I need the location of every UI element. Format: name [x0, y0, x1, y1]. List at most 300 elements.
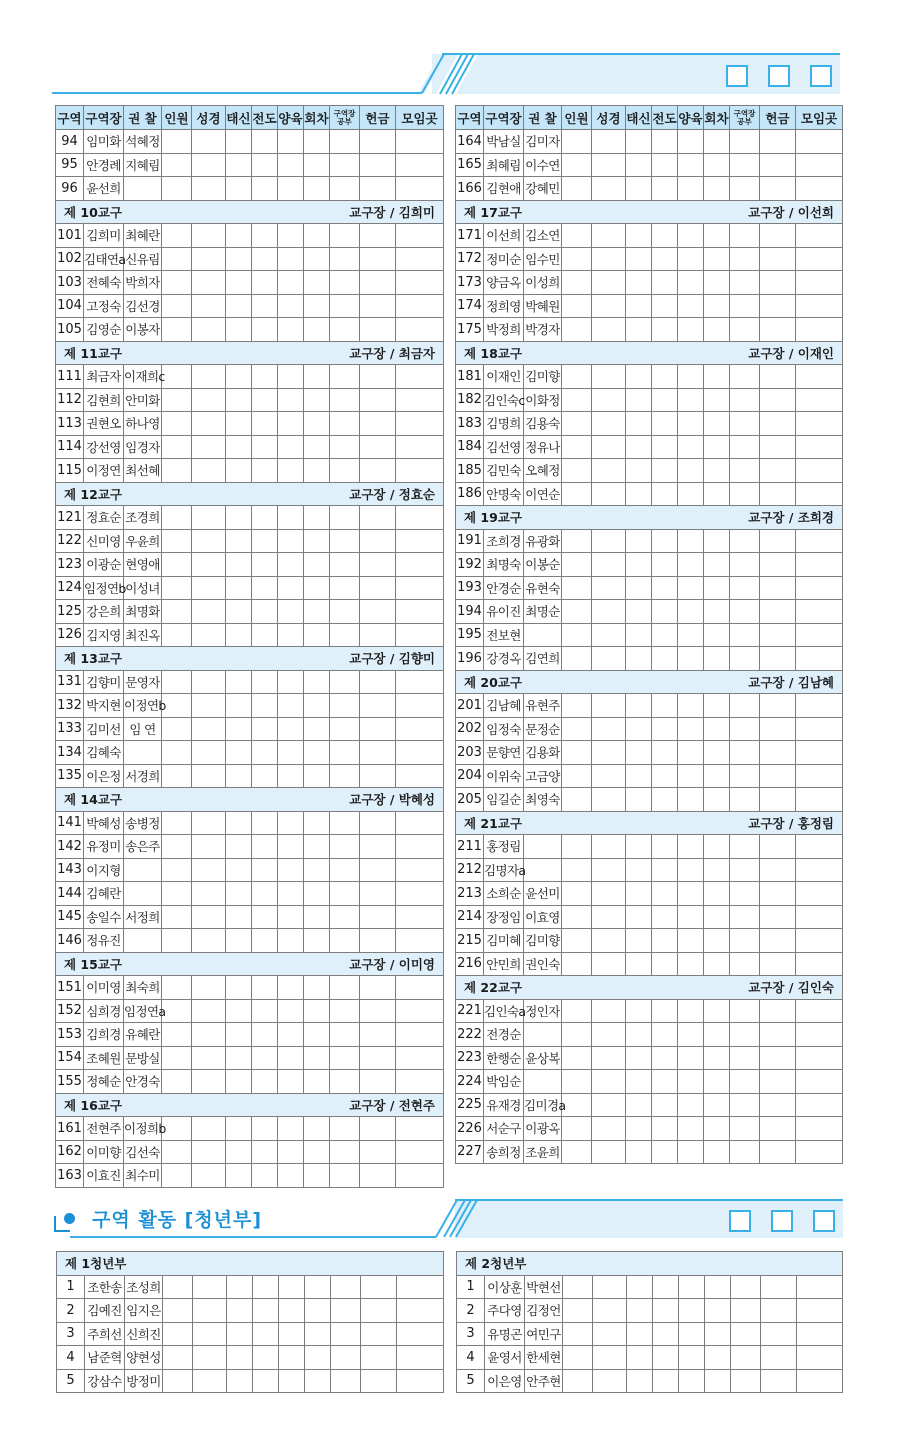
blank-cell	[730, 294, 760, 318]
blank-cell	[397, 1346, 444, 1370]
blank-cell	[192, 506, 226, 530]
blank-cell	[760, 600, 796, 624]
blank-cell	[227, 1346, 253, 1370]
blank-cell	[562, 647, 592, 671]
blank-cell	[304, 153, 330, 177]
blank-cell	[396, 1164, 444, 1188]
blank-cell	[396, 999, 444, 1023]
blank-cell	[252, 271, 278, 295]
district-number: 175	[456, 318, 484, 342]
blank-cell	[592, 1117, 626, 1141]
district-leader-name: 박남실	[484, 130, 524, 154]
blank-cell	[796, 529, 843, 553]
blank-cell	[652, 318, 678, 342]
blank-cell	[704, 412, 730, 436]
right-table-row	[456, 1093, 843, 1117]
blank-cell	[304, 858, 330, 882]
blank-cell	[252, 670, 278, 694]
blank-cell	[304, 764, 330, 788]
blank-cell	[226, 459, 252, 483]
youth-name: 주희선	[85, 1322, 125, 1346]
blank-cell	[592, 1046, 626, 1070]
visitor-name: 오혜정	[524, 459, 562, 483]
blank-cell	[626, 271, 652, 295]
blank-cell	[252, 1140, 278, 1164]
youth-number: 2	[457, 1299, 485, 1323]
blank-cell	[730, 1046, 760, 1070]
blank-cell	[730, 318, 760, 342]
right-table-row	[456, 318, 843, 342]
district-number: 102	[56, 247, 84, 271]
blank-cell	[626, 600, 652, 624]
district-number: 204	[456, 764, 484, 788]
blank-cell	[652, 412, 678, 436]
district-number: 121	[56, 506, 84, 530]
blank-cell	[226, 412, 252, 436]
district-leader-name: 유이진	[484, 600, 524, 624]
right-table-row	[456, 576, 843, 600]
blank-cell	[705, 1322, 731, 1346]
blank-cell	[253, 1346, 279, 1370]
right-header-cell: 권 찰	[524, 106, 562, 130]
blank-cell	[192, 177, 226, 201]
blank-cell	[626, 130, 652, 154]
blank-cell	[760, 623, 796, 647]
blank-cell	[730, 482, 760, 506]
district-number: 96	[56, 177, 84, 201]
district-leader-name: 최혜림	[484, 153, 524, 177]
blank-cell	[704, 553, 730, 577]
left-group-row	[56, 341, 444, 365]
right-table-row	[456, 623, 843, 647]
blank-cell	[678, 435, 704, 459]
blank-cell	[704, 600, 730, 624]
youth-number: 1	[57, 1275, 85, 1299]
visitor-name	[124, 177, 162, 201]
blank-cell	[252, 318, 278, 342]
blank-cell	[330, 388, 360, 412]
youth-name: 박현선	[525, 1275, 563, 1299]
blank-cell	[678, 999, 704, 1023]
blank-cell	[760, 905, 796, 929]
right-table-row	[456, 130, 843, 154]
blank-cell	[678, 247, 704, 271]
blank-cell	[796, 835, 843, 859]
blank-cell	[653, 1322, 679, 1346]
blank-cell	[304, 1140, 330, 1164]
right-table-row	[456, 905, 843, 929]
blank-cell	[730, 764, 760, 788]
right-table-row	[456, 1117, 843, 1141]
blank-cell	[330, 294, 360, 318]
blank-cell	[360, 177, 396, 201]
top-band-topline	[442, 53, 840, 55]
blank-cell	[162, 1140, 192, 1164]
youth-group-header	[57, 1252, 444, 1276]
blank-cell	[360, 247, 396, 271]
blank-cell	[226, 365, 252, 389]
blank-cell	[761, 1275, 797, 1299]
district-leader-name: 최명숙	[484, 553, 524, 577]
blank-cell	[562, 952, 592, 976]
right-table-row	[456, 294, 843, 318]
blank-cell	[704, 929, 730, 953]
section2-topline	[455, 1199, 843, 1201]
blank-cell	[760, 412, 796, 436]
blank-cell	[360, 1117, 396, 1141]
right-table-row	[456, 929, 843, 953]
right-table-row	[456, 600, 843, 624]
blank-cell	[730, 412, 760, 436]
blank-cell	[192, 717, 226, 741]
visitor-name: 김미향	[524, 365, 562, 389]
district-number: 126	[56, 623, 84, 647]
district-number: 112	[56, 388, 84, 412]
visitor-name	[124, 741, 162, 765]
blank-cell	[592, 600, 626, 624]
blank-cell	[678, 1070, 704, 1094]
blank-cell	[226, 764, 252, 788]
blank-cell	[592, 576, 626, 600]
blank-cell	[705, 1346, 731, 1370]
visitor-name: 신유림	[124, 247, 162, 271]
district-leader-name: 소희순	[484, 882, 524, 906]
blank-cell	[562, 929, 592, 953]
district-leader-name: 김현희	[84, 388, 124, 412]
blank-cell	[226, 600, 252, 624]
district-leader-name: 윤선희	[84, 177, 124, 201]
district-leader-name: 이미영	[84, 976, 124, 1000]
blank-cell	[330, 882, 360, 906]
blank-cell	[396, 576, 444, 600]
blank-cell	[730, 835, 760, 859]
blank-cell	[226, 153, 252, 177]
district-number: 205	[456, 788, 484, 812]
blank-cell	[192, 999, 226, 1023]
blank-cell	[678, 858, 704, 882]
youth-left-table-row	[57, 1275, 444, 1299]
blank-cell	[192, 365, 226, 389]
blank-cell	[252, 247, 278, 271]
blank-cell	[192, 1023, 226, 1047]
blank-cell	[163, 1299, 193, 1323]
blank-cell	[360, 1164, 396, 1188]
blank-cell	[252, 412, 278, 436]
blank-cell	[760, 835, 796, 859]
blank-cell	[162, 882, 192, 906]
blank-cell	[796, 1140, 843, 1164]
district-number: 141	[56, 811, 84, 835]
right-header-cell: 양육	[678, 106, 704, 130]
visitor-name	[524, 1023, 562, 1047]
left-header-cell: 구역장	[84, 106, 124, 130]
blank-cell	[252, 741, 278, 765]
blank-cell	[731, 1369, 761, 1393]
blank-cell	[592, 247, 626, 271]
blank-cell	[704, 365, 730, 389]
blank-cell	[705, 1369, 731, 1393]
youth-group-header	[457, 1252, 843, 1276]
blank-cell	[330, 553, 360, 577]
blank-cell	[192, 835, 226, 859]
blank-cell	[360, 435, 396, 459]
district-leader-name: 김미혜	[484, 929, 524, 953]
blank-cell	[592, 271, 626, 295]
left-table-row	[56, 130, 444, 154]
blank-cell	[331, 1322, 361, 1346]
blank-cell	[278, 506, 304, 530]
blank-cell	[360, 764, 396, 788]
blank-cell	[652, 1140, 678, 1164]
blank-cell	[562, 905, 592, 929]
district-leader-name: 유재경	[484, 1093, 524, 1117]
blank-cell	[360, 153, 396, 177]
blank-cell	[192, 764, 226, 788]
blank-cell	[279, 1299, 305, 1323]
blank-cell	[704, 318, 730, 342]
youth-right-body	[457, 1252, 843, 1393]
district-leader-name: 이재인	[484, 365, 524, 389]
blank-cell	[396, 600, 444, 624]
visitor-name: 현영애	[124, 553, 162, 577]
blank-cell	[652, 365, 678, 389]
blank-cell	[796, 694, 843, 718]
blank-cell	[360, 271, 396, 295]
blank-cell	[278, 741, 304, 765]
visitor-name	[524, 835, 562, 859]
top-square-1	[726, 65, 748, 87]
blank-cell	[678, 1046, 704, 1070]
blank-cell	[330, 412, 360, 436]
blank-cell	[278, 999, 304, 1023]
blank-cell	[592, 224, 626, 248]
blank-cell	[760, 553, 796, 577]
district-number: 214	[456, 905, 484, 929]
blank-cell	[760, 1140, 796, 1164]
blank-cell	[252, 717, 278, 741]
district-leader-name: 김선영	[484, 435, 524, 459]
blank-cell	[162, 764, 192, 788]
blank-cell	[162, 365, 192, 389]
blank-cell	[162, 318, 192, 342]
blank-cell	[678, 153, 704, 177]
blank-cell	[360, 553, 396, 577]
blank-cell	[626, 412, 652, 436]
blank-cell	[704, 858, 730, 882]
blank-cell	[304, 553, 330, 577]
blank-cell	[360, 929, 396, 953]
blank-cell	[678, 553, 704, 577]
blank-cell	[627, 1369, 653, 1393]
left-table-row	[56, 1046, 444, 1070]
youth-name: 임지은	[125, 1299, 163, 1323]
blank-cell	[626, 388, 652, 412]
right-header-cell: 헌금	[760, 106, 796, 130]
district-leader-name: 김향미	[84, 670, 124, 694]
blank-cell	[192, 600, 226, 624]
blank-cell	[396, 177, 444, 201]
right-group-row	[456, 976, 843, 1000]
blank-cell	[162, 670, 192, 694]
section2-stripes	[430, 1200, 480, 1238]
blank-cell	[760, 153, 796, 177]
blank-cell	[731, 1275, 761, 1299]
blank-cell	[760, 459, 796, 483]
blank-cell	[279, 1275, 305, 1299]
visitor-name: 임경자	[124, 435, 162, 459]
blank-cell	[760, 788, 796, 812]
district-leader-name: 송일수	[84, 905, 124, 929]
blank-cell	[626, 435, 652, 459]
blank-cell	[304, 318, 330, 342]
right-header-cell: 성경	[592, 106, 626, 130]
blank-cell	[704, 529, 730, 553]
right-table-row	[456, 365, 843, 389]
district-leader-name: 정희영	[484, 294, 524, 318]
blank-cell	[563, 1299, 593, 1323]
blank-cell	[304, 999, 330, 1023]
visitor-name: 서정희	[124, 905, 162, 929]
blank-cell	[562, 365, 592, 389]
blank-cell	[592, 999, 626, 1023]
district-number: 163	[56, 1164, 84, 1188]
visitor-name: 김미자	[524, 130, 562, 154]
blank-cell	[304, 600, 330, 624]
blank-cell	[730, 576, 760, 600]
blank-cell	[652, 1093, 678, 1117]
top-square-2	[768, 65, 790, 87]
blank-cell	[330, 741, 360, 765]
district-leader-name: 이정연	[84, 459, 124, 483]
blank-cell	[761, 1369, 797, 1393]
blank-cell	[593, 1299, 627, 1323]
blank-cell	[360, 1140, 396, 1164]
blank-cell	[252, 294, 278, 318]
visitor-name: 우윤희	[124, 529, 162, 553]
blank-cell	[704, 694, 730, 718]
right-header-row	[456, 106, 843, 130]
blank-cell	[562, 553, 592, 577]
visitor-name: 최명화	[124, 600, 162, 624]
blank-cell	[592, 153, 626, 177]
visitor-name	[524, 858, 562, 882]
blank-cell	[760, 1070, 796, 1094]
blank-cell	[652, 882, 678, 906]
blank-cell	[330, 694, 360, 718]
right-table-row	[456, 482, 843, 506]
district-leader-name: 전경순	[484, 1023, 524, 1047]
blank-cell	[653, 1369, 679, 1393]
blank-cell	[704, 388, 730, 412]
visitor-name: 문영자	[124, 670, 162, 694]
district-leader-name: 강경옥	[484, 647, 524, 671]
youth-name: 조한송	[85, 1275, 125, 1299]
youth-number: 3	[57, 1322, 85, 1346]
blank-cell	[730, 905, 760, 929]
visitor-name: 이화정	[524, 388, 562, 412]
blank-cell	[330, 318, 360, 342]
right-table-row	[456, 553, 843, 577]
blank-cell	[678, 1093, 704, 1117]
right-table-row	[456, 388, 843, 412]
blank-cell	[226, 271, 252, 295]
left-table-row	[56, 764, 444, 788]
district-leader-name: 김태연a	[84, 247, 124, 271]
blank-cell	[592, 1023, 626, 1047]
group-leader: 교구장 / 전현주	[349, 1097, 435, 1113]
blank-cell	[360, 835, 396, 859]
district-leader-name: 권현오	[84, 412, 124, 436]
blank-cell	[626, 741, 652, 765]
blank-cell	[192, 858, 226, 882]
blank-cell	[252, 623, 278, 647]
district-number: 174	[456, 294, 484, 318]
youth-number: 1	[457, 1275, 485, 1299]
blank-cell	[330, 835, 360, 859]
blank-cell	[704, 999, 730, 1023]
district-number: 125	[56, 600, 84, 624]
visitor-name: 윤상복	[524, 1046, 562, 1070]
blank-cell	[305, 1346, 331, 1370]
district-number: 146	[56, 929, 84, 953]
visitor-name: 문방실	[124, 1046, 162, 1070]
district-number: 124	[56, 576, 84, 600]
blank-cell	[163, 1346, 193, 1370]
blank-cell	[226, 506, 252, 530]
group-leader: 교구장 / 조희경	[748, 510, 834, 526]
blank-cell	[304, 529, 330, 553]
district-number: 203	[456, 741, 484, 765]
district-leader-name: 박정희	[484, 318, 524, 342]
district-leader-name: 전현주	[84, 1117, 124, 1141]
left-group-row	[56, 482, 444, 506]
visitor-name: 권인숙	[524, 952, 562, 976]
blank-cell	[397, 1369, 444, 1393]
top-square-3	[810, 65, 832, 87]
district-leader-name: 정유진	[84, 929, 124, 953]
blank-cell	[730, 623, 760, 647]
group-leader: 교구장 / 최금자	[349, 345, 435, 361]
blank-cell	[252, 224, 278, 248]
blank-cell	[304, 835, 330, 859]
blank-cell	[678, 788, 704, 812]
right-table-row	[456, 1023, 843, 1047]
blank-cell	[704, 1140, 730, 1164]
blank-cell	[278, 670, 304, 694]
district-leader-name: 김혜란	[84, 882, 124, 906]
group-header	[456, 200, 843, 224]
blank-cell	[252, 999, 278, 1023]
blank-cell	[192, 1164, 226, 1188]
group-header	[456, 811, 843, 835]
blank-cell	[162, 1117, 192, 1141]
district-number: 181	[456, 365, 484, 389]
youth-right-group-row	[457, 1252, 843, 1276]
right-header-cell: 인원	[562, 106, 592, 130]
district-number: 193	[456, 576, 484, 600]
district-number: 183	[456, 412, 484, 436]
blank-cell	[678, 741, 704, 765]
blank-cell	[226, 1140, 252, 1164]
blank-cell	[305, 1369, 331, 1393]
district-leader-name: 이지형	[84, 858, 124, 882]
blank-cell	[330, 999, 360, 1023]
blank-cell	[360, 623, 396, 647]
district-number: 153	[56, 1023, 84, 1047]
blank-cell	[304, 224, 330, 248]
blank-cell	[730, 1023, 760, 1047]
blank-cell	[360, 999, 396, 1023]
